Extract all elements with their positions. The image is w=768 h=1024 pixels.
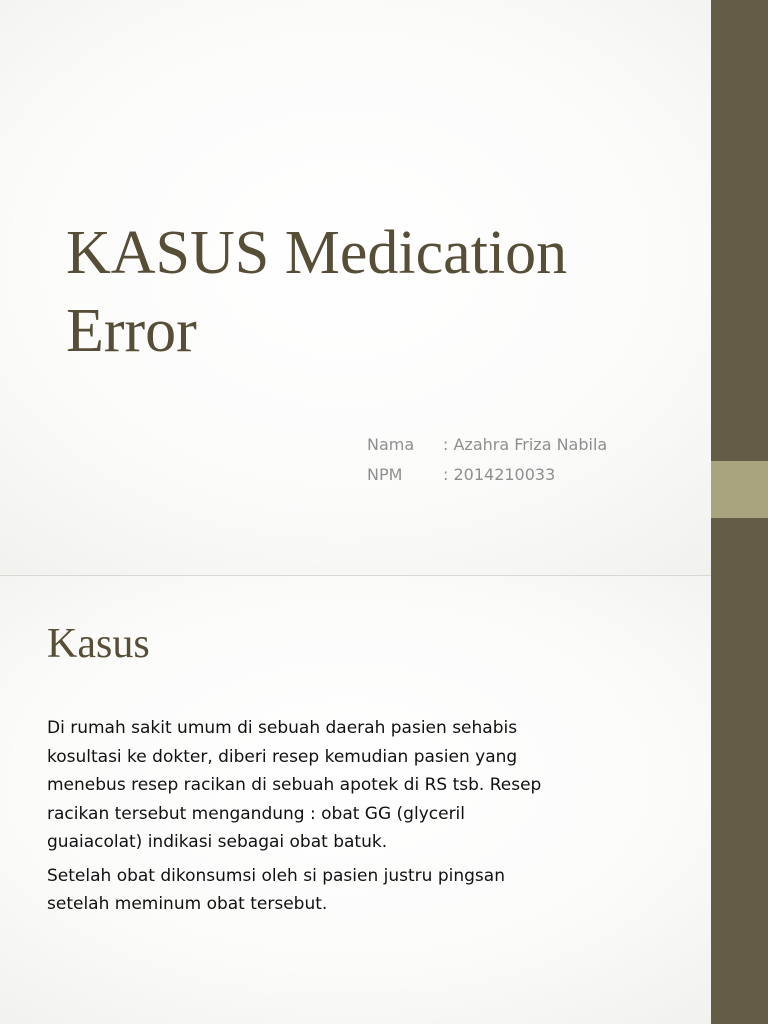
info-label-name: Nama bbox=[367, 435, 415, 454]
case-paragraph-1 bbox=[47, 714, 647, 857]
paragraph-1-line: kosultasi ke dokter, diberi resep kemudian pasien yang bbox=[47, 746, 518, 767]
paragraph-2-line: Setelah obat dikonsumsi oleh si pasien justru pingsan bbox=[47, 865, 505, 886]
slide-title bbox=[66, 214, 686, 370]
slide-2-body bbox=[47, 714, 647, 924]
paragraph-1-line: menebus resep racikan di sebuah apotek di RS tsb. Resep bbox=[47, 775, 542, 795]
slide-title-line-1: KASUS Medication bbox=[66, 219, 568, 287]
paragraph-2-line: setelah meminum obat tersebut. bbox=[47, 894, 328, 914]
author-info bbox=[367, 430, 607, 490]
right-bar-accent-block bbox=[711, 461, 768, 518]
info-row-name bbox=[367, 430, 607, 460]
info-label-npm: NPM bbox=[367, 465, 403, 484]
info-value-name: : Azahra Friza Nabila bbox=[443, 435, 608, 454]
paragraph-1-line: Di rumah sakit umum di sebuah daerah pasien sehabis bbox=[47, 718, 518, 738]
case-paragraph-2 bbox=[47, 862, 647, 919]
info-value-npm: : 2014210033 bbox=[443, 465, 556, 484]
paragraph-1-line: guaiacolat) indikasi sebagai obat batuk. bbox=[47, 832, 388, 852]
paragraph-1-line: racikan tersebut mengandung : obat GG (glyceril bbox=[47, 803, 466, 824]
slide-2-heading: Kasus bbox=[47, 621, 150, 667]
info-row-npm bbox=[367, 460, 607, 490]
slide-title-line-2: Error bbox=[66, 297, 197, 365]
